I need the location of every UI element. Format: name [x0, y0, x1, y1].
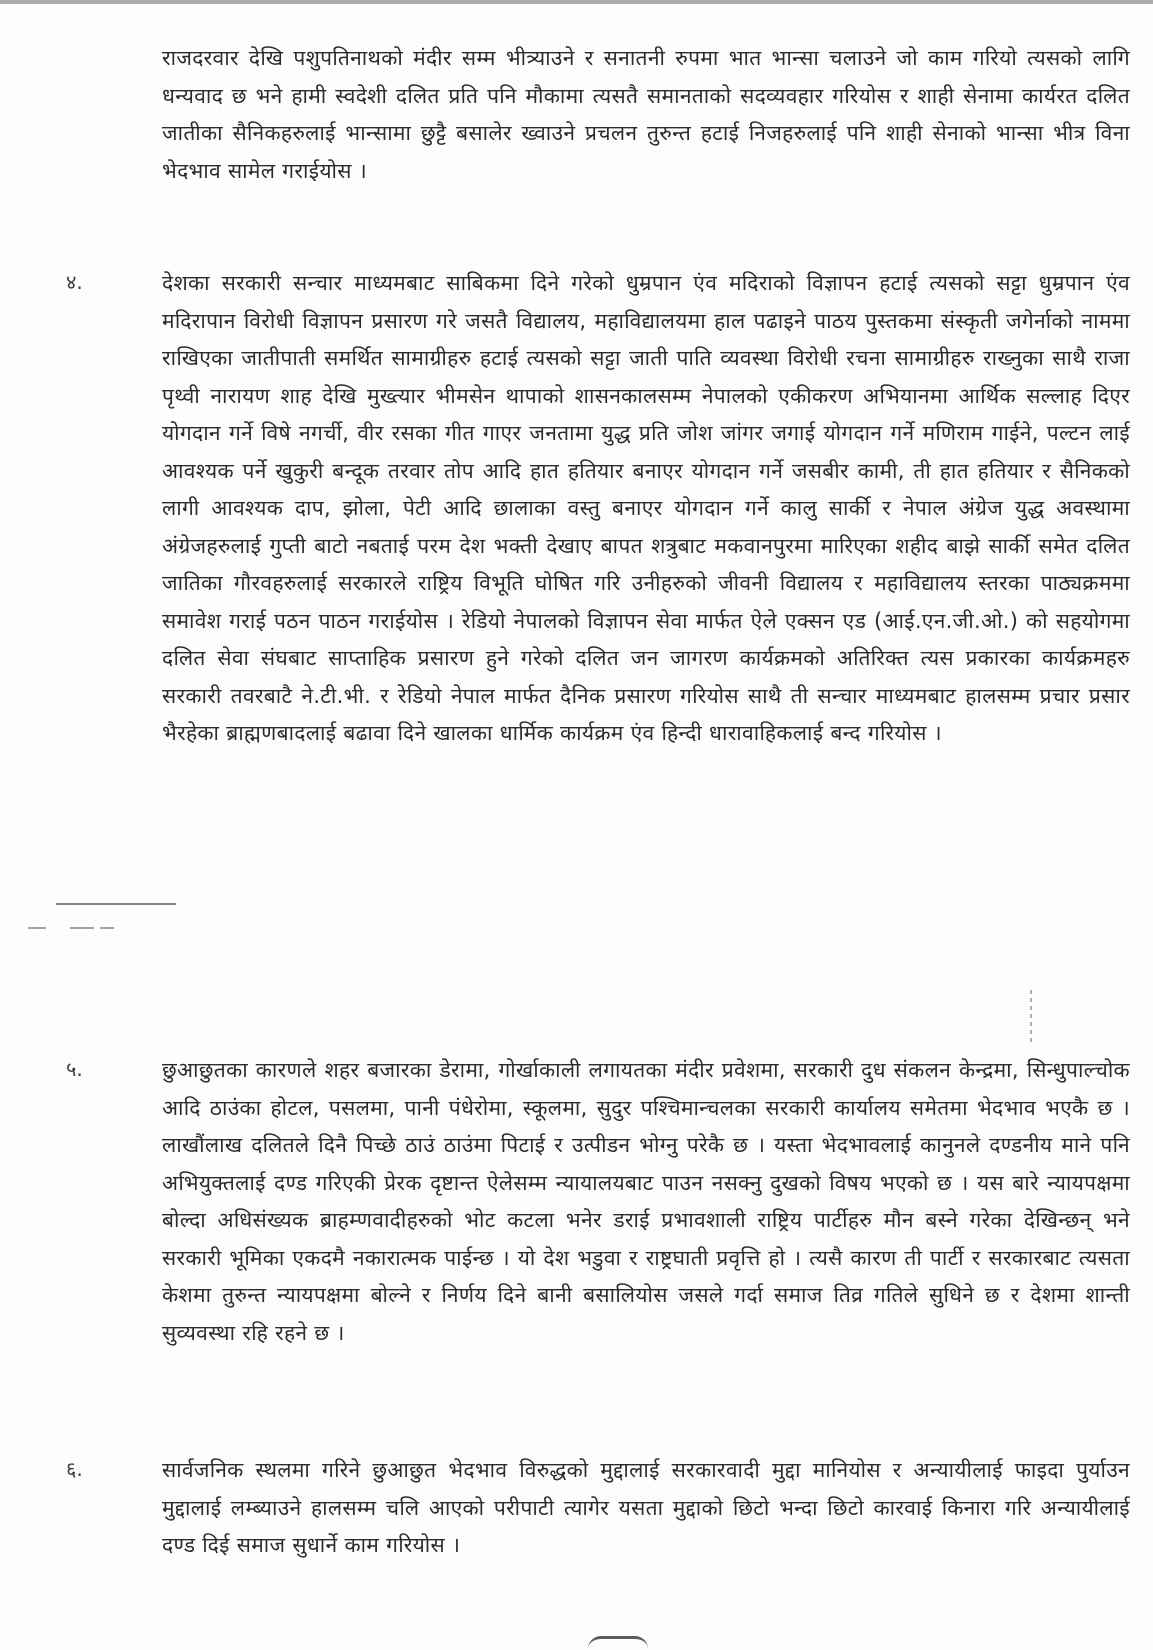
signature-mark — [588, 1636, 648, 1649]
scan-artifact-dash — [28, 927, 46, 929]
scan-artifact-dash — [70, 927, 94, 929]
scan-artifact-vertical — [1030, 990, 1032, 1045]
scan-artifact-line — [56, 903, 176, 905]
paragraph-number-4: ४. — [66, 270, 83, 294]
scan-artifact-dash — [100, 927, 114, 929]
paragraph-6: सार्वजनिक स्थलमा गरिने छुआछुत भेदभाव विरुद्धको मुद्दालाई सरकारवादी मुद्दा मानियोस र अन्यायीलाई फाइदा पुर्याउन मुद्दालाई लम्ब्याउने हालसम्म चलि आएको परीपाटी त्यागेर यसता मुद्दाको छिटो भन्दा छिटो कारवाई किनारा गरि अन्यायीलाई दण्ड दिई समाज सुधार्ने काम गरियोस । — [162, 1458, 1130, 1557]
scan-top-edge — [0, 0, 1153, 4]
paragraph-number-5: ५. — [66, 1057, 83, 1081]
paragraph-4: देशका सरकारी सन्चार माध्यमबाट साबिकमा दिने गरेको धुम्रपान एंव मदिराको विज्ञापन हटाई त्यसको सट्टा धुम्रपान एंव मदिरापान विरोधी विज्ञापन प्रसारण गरे जसतै विद्यालय, महाविद्यालयमा हाल पढाइने पाठय पुस्तकमा संस्कृती जगेर्नाको नाममा राखिएका जातीपाती समर्थित सामाग्रीहरु हटाई त्यसको सट्टा जाती पाति व्यवस्था विरोधी रचना सामाग्रीहरु राख्नुका साथै राजा पृथ्वी नारायण शाह देखि मुख्त्यार भीमसेन थापाको शासनकालसम्म नेपालको एकीकरण अभियानमा आर्थिक सल्लाह दिएर योगदान गर्ने विषे नगर्ची, वीर रसका गीत गाएर जनतामा युद्ध प्रति जोश जांगर जगाई योगदान गर्ने मणिराम गाईने, पल्टन लाई आवश्यक पर्ने खुकुरी बन्दूक तरवार तोप आदि हात हतियार बनाएर योगदान गर्ने जसबीर कामी, ती हात हतियार र सैनिकको लागी आवश्यक दाप, झोला, पेटी आदि छालाका वस्तु बनाएर योगदान गर्ने कालु सार्की र नेपाल अंग्रेज युद्ध अवस्थामा अंग्रेजहरुलाई गुप्ती बाटो नबताई परम देश भक्ती देखाए बापत शत्रुबाट मकवानपुरमा मारिएका शहीद बाझे सार्की समेत दलित जातिका गौरवहरुलाई सरकारले राष्ट्रिय विभूति घोषित गरि उनीहरुको जीवनी विद्यालय र महाविद्यालय स्तरका पाठ्यक्रममा समावेश गराई पठन पाठन गराईयोस । रेडियो नेपालको विज्ञापन सेवा मार्फत ऐले एक्सन एड (आई.एन.जी.ओ.) को सहयोगमा दलित सेवा संघबाट साप्ताहिक प्रसारण हुने गरेको दलित जन जागरण कार्यक्रमको अतिरिक्त त्यस प्रकारका कार्यक्रमहरु सरकारी तवरबाटै ने.टी.भी. र रेडियो नेपाल मार्फत दैनिक प्रसारण गरियोस साथै ती सन्चार माध्यमबाट हालसम्म प्रचार प्रसार भैरहेका ब्राह्मणबादलाई बढावा दिने खालका धार्मिक कार्यक्रम एंव हिन्दी धारावाहिकलाई बन्द गरियोस । — [162, 271, 1130, 745]
paragraph-number-6: ६. — [66, 1457, 83, 1481]
paragraph-continuation: राजदरवार देखि पशुपतिनाथको मंदीर सम्म भीत्र्याउने र सनातनी रुपमा भात भान्सा चलाउने जो काम गरियो त्यसको लागि धन्यवाद छ भने हामी स्वदेशी दलित प्रति पनि मौकामा त्यसतै समानताको सदव्यवहार गरियोस र शाही सेनामा कार्यरत दलित जातीका सैनिकहरुलाई भान्सामा छुट्टै बसालेर ख्वाउने प्रचलन तुरुन्त हटाई निजहरुलाई पनि शाही सेनाको भान्सा भीत्र विना भेदभाव सामेल गराईयोस । — [162, 46, 1130, 183]
paragraph-5: छुआछुतका कारणले शहर बजारका डेरामा, गोर्खाकाली लगायतका मंदीर प्रवेशमा, सरकारी दुध संकलन केन्द्रमा, सिन्धुपाल्चोक आदि ठाउंका होटल, पसलमा, पानी पंधेरोमा, स्कूलमा, सुदुर पश्चिमान्चलका सरकारी कार्यालय समेतमा भेदभाव भएकै छ । लाखौंलाख दलितले दिनै पिच्छे ठाउं ठाउंमा पिटाई र उत्पीडन भोग्नु परेकै छ । यस्ता भेदभावलाई कानुनले दण्डनीय माने पनि अभियुक्तलाई दण्ड गरिएकी प्रेरक दृष्टान्त ऐलेसम्म न्यायालयबाट पाउन नसक्नु दुखको विषय भएको छ । यस बारे न्यायपक्षमा बोल्दा अधिसंख्यक ब्राहम्णवादीहरुको भोट कटला भनेर डराई प्रभावशाली राष्ट्रिय पार्टीहरु मौन बस्ने गरेका देखिन्छन् भने सरकारी भूमिका एकदमै नकारात्मक पाईन्छ । यो देश भडुवा र राष्ट्रघाती प्रवृत्ति हो । त्यसै कारण ती पार्टी र सरकारबाट त्यसता केशमा तुरुन्त न्यायपक्षमा बोल्ने र निर्णय दिने बानी बसालियोस जसले गर्दा समाज तिव्र गतिले सुधिने छ र देशमा शान्ती सुव्यवस्था रहि रहने छ । — [162, 1058, 1130, 1345]
